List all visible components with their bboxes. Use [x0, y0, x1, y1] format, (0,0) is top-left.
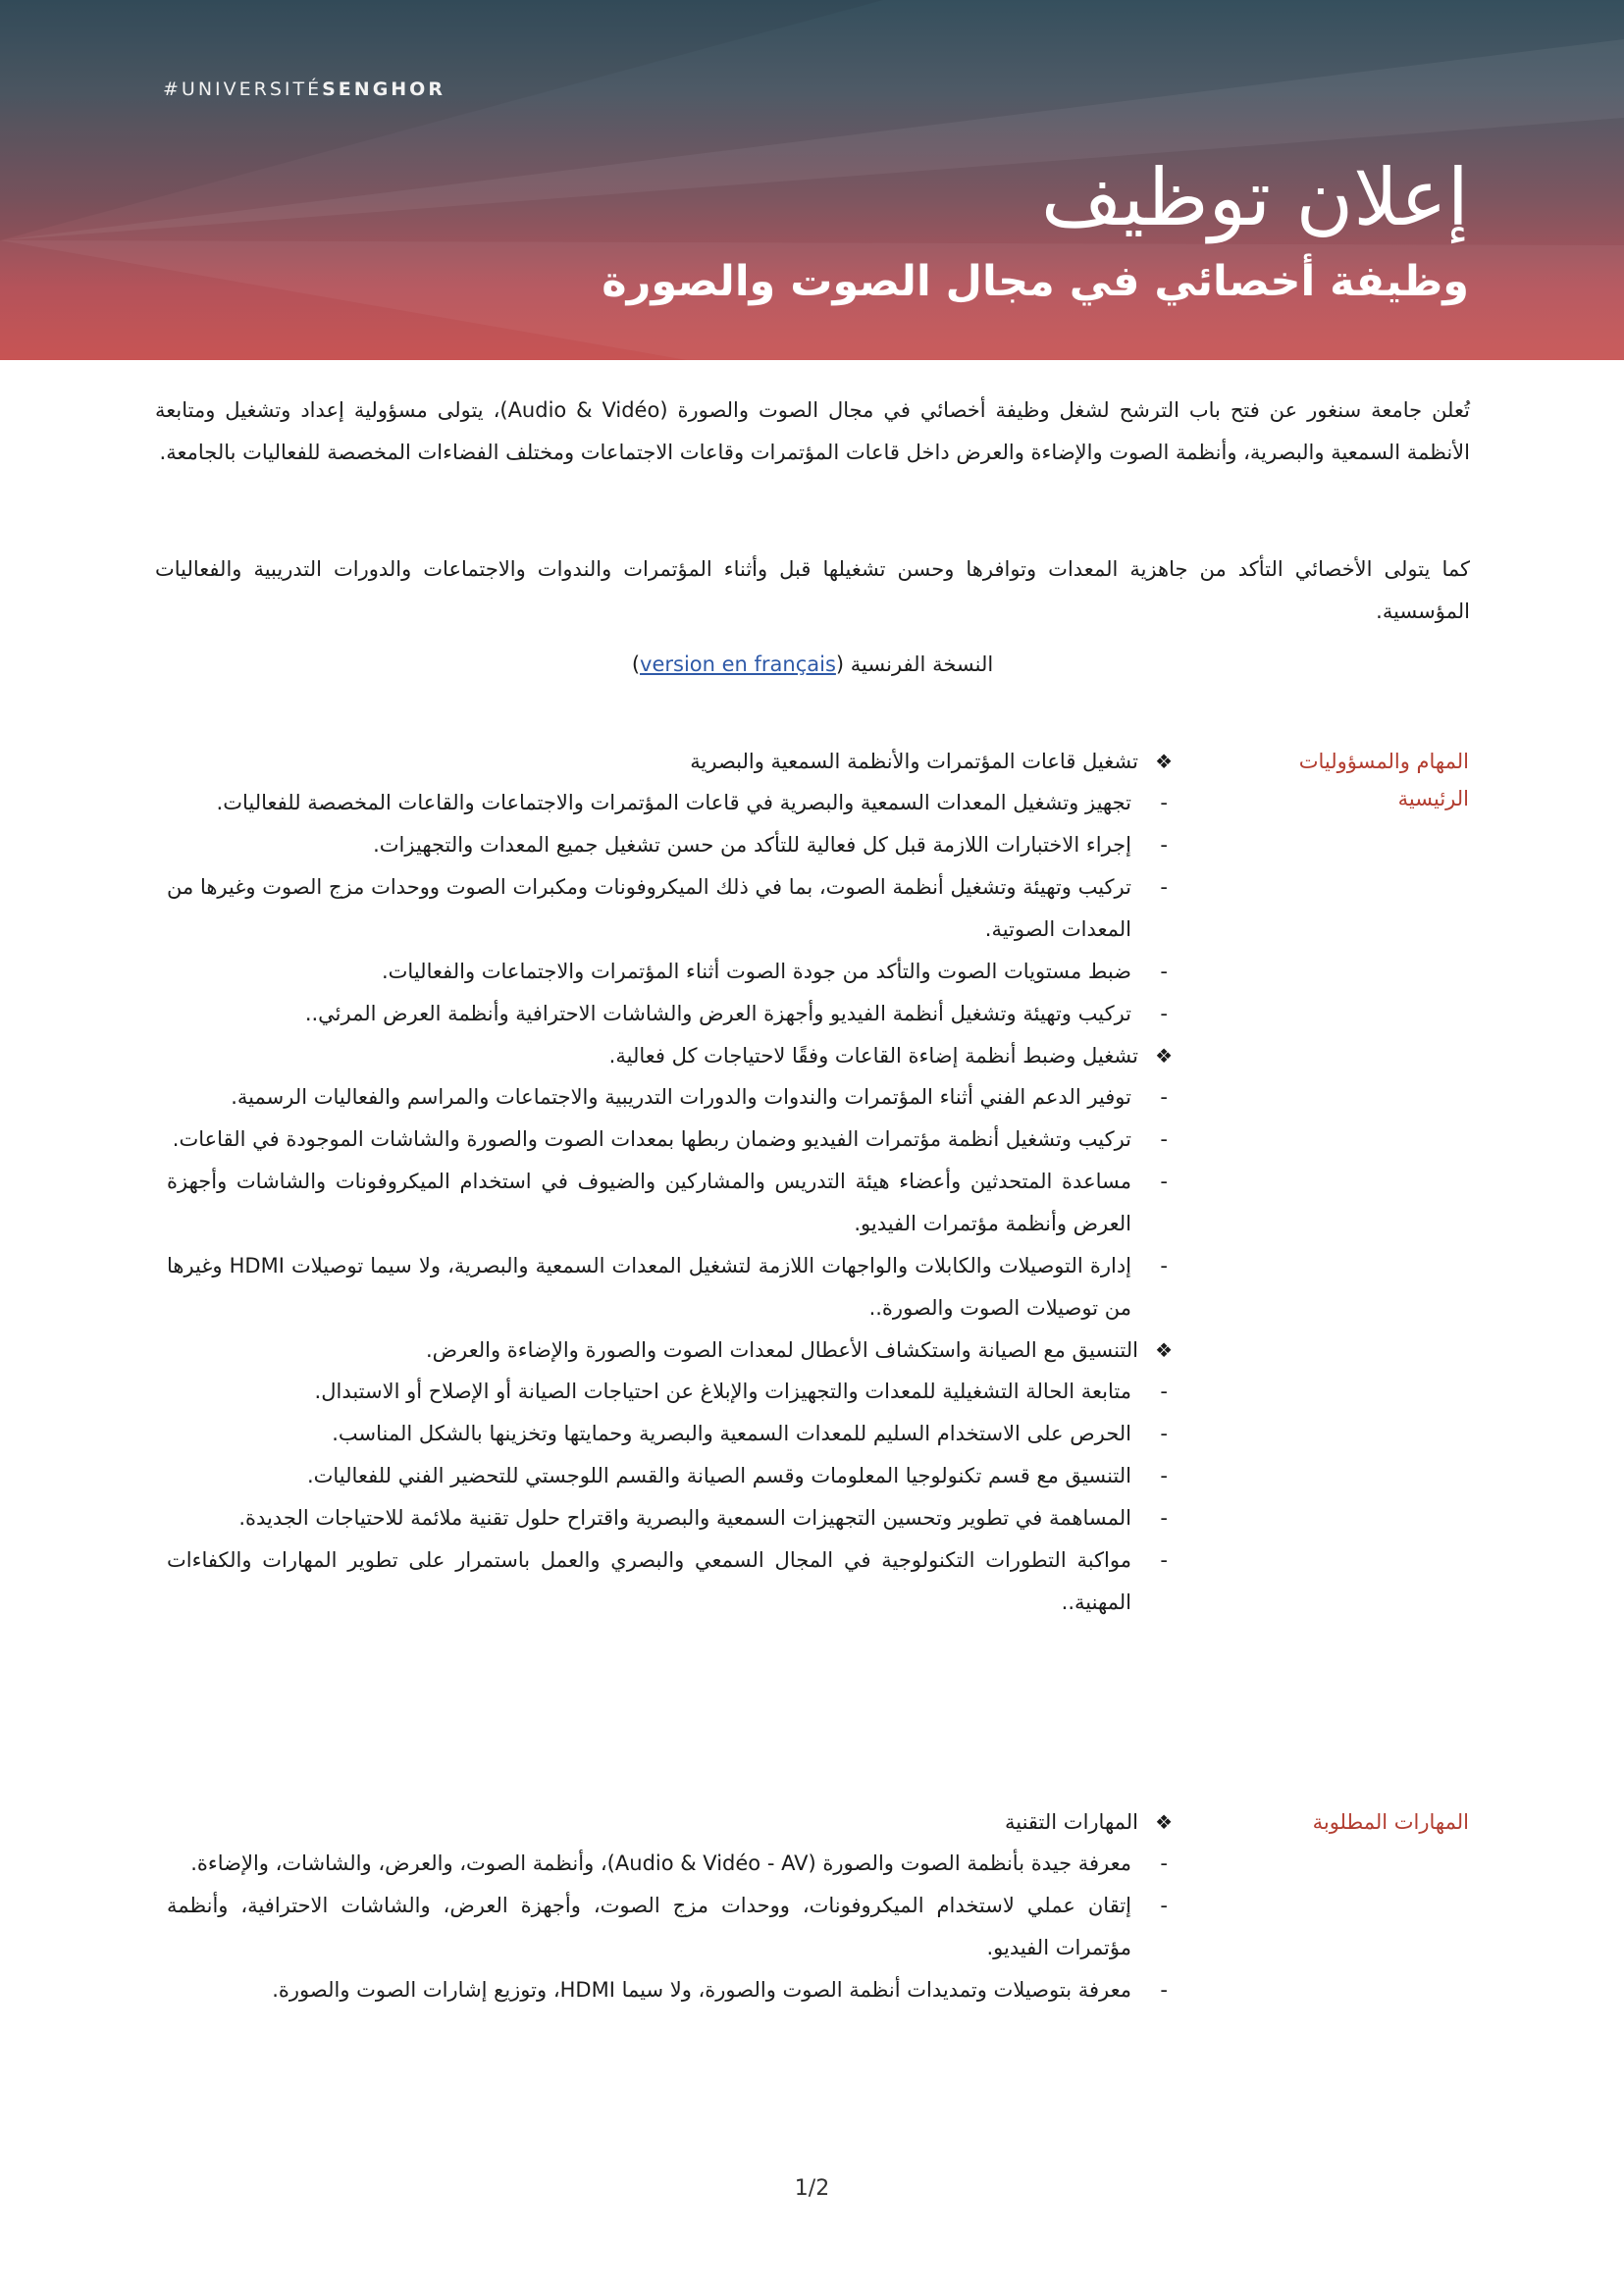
list-item [167, 1119, 1173, 1161]
diamond-bullet-icon: ❖ [1155, 1338, 1173, 1362]
group-title [167, 1035, 1173, 1076]
dash-bullet-icon: - [1160, 1380, 1168, 1403]
list-item-text: إجراء الاختبارات اللازمة قبل كل فعالية للتأكد من حسن تشغيل جميع المعدات والتجهيزات. [373, 833, 1131, 857]
item-list [167, 1843, 1173, 2011]
group-title-text: تشغيل وضبط أنظمة إضاءة القاعات وفقًا لاحتياجات كل فعالية. [608, 1044, 1138, 1068]
task-group [167, 741, 1173, 1035]
list-item-text: إدارة التوصيلات والكابلات والواجهات اللازمة لتشغيل المعدات السمعية والبصرية، ولا سيما توصيلات HDMI وغيرها من توصيلات الصوت والصورة.. [167, 1254, 1131, 1320]
section-label-tasks: المهام والمسؤوليات الرئيسية [1298, 750, 1469, 810]
section-label-skills: المهارات المطلوبة [1312, 1810, 1469, 1834]
french-version-suffix: ) [631, 652, 641, 676]
intro-paragraph-2: كما يتولى الأخصائي التأكد من جاهزية المعدات وتوافرها وحسن تشغيلها قبل وأثناء المؤتمرات والندوات والاجتماعات والدورات التدريبية والفعاليات المؤسسية. [155, 557, 1470, 623]
list-item-text: تركيب وتهيئة وتشغيل أنظمة الصوت، بما في ذلك الميكروفونات ومكبرات الصوت ووحدات مزج الصوت وغيرها من المعدات الصوتية. [167, 875, 1131, 941]
dash-bullet-icon: - [1160, 1085, 1168, 1109]
list-item-text: التنسيق مع قسم تكنولوجيا المعلومات وقسم الصيانة والقسم اللوجستي للتحضير الفني للفعاليات. [306, 1464, 1131, 1487]
list-item-text: المساهمة في تطوير وتحسين التجهيزات السمعية والبصرية واقتراح حلول تقنية ملائمة للاحتياجات الجديدة. [238, 1506, 1131, 1530]
group-title-text: تشغيل قاعات المؤتمرات والأنظمة السمعية والبصرية [690, 750, 1138, 773]
list-item-text: إتقان عملي لاستخدام الميكروفونات، ووحدات مزج الصوت، وأجهزة العرض، والشاشات الاحترافية، وأنظمة مؤتمرات الفيديو. [167, 1894, 1131, 1959]
tasks-section [167, 741, 1173, 1624]
dash-bullet-icon: - [1160, 1851, 1168, 1875]
group-title [167, 741, 1173, 782]
list-item-text: تركيب وتهيئة وتشغيل أنظمة الفيديو وأجهزة العرض والشاشات الاحترافية وأنظمة العرض المرئي.. [304, 1002, 1131, 1025]
item-list [167, 1076, 1173, 1329]
dash-bullet-icon: - [1160, 1254, 1168, 1277]
list-item [167, 824, 1173, 866]
group-title-text: التنسيق مع الصيانة واستكشاف الأعطال لمعدات الصوت والصورة والإضاءة والعرض. [425, 1338, 1138, 1362]
list-item-text: معرفة جيدة بأنظمة الصوت والصورة (Audio & Vidéo - AV)، وأنظمة الصوت، والعرض، والشاشات، والإضاءة. [190, 1851, 1131, 1875]
dash-bullet-icon: - [1160, 791, 1168, 814]
page-title: إعلان توظيف [1040, 152, 1469, 243]
page-number: 1/2 [794, 2176, 830, 2201]
dash-bullet-icon: - [1160, 1127, 1168, 1151]
list-item [167, 782, 1173, 824]
dash-bullet-icon: - [1160, 1422, 1168, 1445]
dash-bullet-icon: - [1160, 960, 1168, 983]
dash-bullet-icon: - [1160, 833, 1168, 857]
list-item [167, 1161, 1173, 1245]
list-item-text: ضبط مستويات الصوت والتأكد من جودة الصوت أثناء المؤتمرات والاجتماعات والفعاليات. [381, 960, 1131, 983]
list-item [167, 866, 1173, 951]
list-item [167, 1076, 1173, 1119]
list-item [167, 1497, 1173, 1539]
group-title [167, 1329, 1173, 1371]
intro-paragraph-1: تُعلن جامعة سنغور عن فتح باب الترشح لشغل وظيفة أخصائي في مجال الصوت والصورة (Audio & Vidéo)، يتولى مسؤولية إعداد وتشغيل ومتابعة الأنظمة السمعية والبصرية، وأنظمة الصوت والإضاءة والعرض داخل قاعات المؤتمرات وقاعات الاجتماعات ومختلف الفضاءات المخصصة للفعاليات بالجامعة. [155, 398, 1470, 464]
list-item-text: مساعدة المتحدثين وأعضاء هيئة التدريس والمشاركين والضيوف في استخدام الميكروفونات والشاشات وأجهزة العرض وأنظمة مؤتمرات الفيديو. [167, 1170, 1131, 1235]
dash-bullet-icon: - [1160, 1894, 1168, 1917]
dash-bullet-icon: - [1160, 875, 1168, 899]
list-item-text: تجهيز وتشغيل المعدات السمعية والبصرية في قاعات المؤتمرات والاجتماعات والقاعات المخصصة للفعاليات. [216, 791, 1131, 814]
list-item-text: مواكبة التطورات التكنولوجية في المجال السمعي والبصري والعمل باستمرار على تطوير المهارات والكفاءات المهنية.. [167, 1548, 1131, 1614]
dash-bullet-icon: - [1160, 1548, 1168, 1572]
french-version-line [155, 645, 1470, 684]
group-title [167, 1801, 1173, 1843]
list-item [167, 1245, 1173, 1329]
item-list [167, 782, 1173, 1035]
dash-bullet-icon: - [1160, 1506, 1168, 1530]
list-item [167, 1843, 1173, 1885]
dash-bullet-icon: - [1160, 1002, 1168, 1025]
dash-bullet-icon: - [1160, 1978, 1168, 2002]
list-item [167, 1413, 1173, 1455]
task-group [167, 1329, 1173, 1624]
skills-section [167, 1801, 1173, 2011]
diamond-bullet-icon: ❖ [1155, 750, 1173, 773]
dash-bullet-icon: - [1160, 1464, 1168, 1487]
header-banner [0, 0, 1624, 360]
brand-bold: SENGHOR [322, 78, 445, 100]
french-version-prefix: النسخة الفرنسية ( [835, 652, 994, 676]
diamond-bullet-icon: ❖ [1155, 1810, 1173, 1834]
task-group [167, 1801, 1173, 2011]
task-group [167, 1035, 1173, 1329]
list-item [167, 1885, 1173, 1969]
list-item [167, 1969, 1173, 2011]
list-item [167, 1371, 1173, 1413]
list-item [167, 993, 1173, 1035]
list-item-text: معرفة بتوصيلات وتمديدات أنظمة الصوت والصورة، ولا سيما HDMI، وتوزيع إشارات الصوت والصورة. [272, 1978, 1131, 2002]
list-item [167, 1539, 1173, 1624]
list-item-text: الحرص على الاستخدام السليم للمعدات السمعية والبصرية وحمايتها وتخزينها بالشكل المناسب. [332, 1422, 1131, 1445]
page-subtitle: وظيفة أخصائي في مجال الصوت والصورة [602, 257, 1469, 306]
diamond-bullet-icon: ❖ [1155, 1044, 1173, 1068]
dash-bullet-icon: - [1160, 1170, 1168, 1193]
group-title-text: المهارات التقنية [1005, 1810, 1138, 1834]
brand-hashtag [163, 78, 445, 100]
brand-prefix: #UNIVERSITÉ [163, 78, 323, 100]
list-item-text: تركيب وتشغيل أنظمة مؤتمرات الفيديو وضمان ربطها بمعدات الصوت والصورة والشاشات الموجودة في القاعات. [172, 1127, 1131, 1151]
list-item-text: متابعة الحالة التشغيلية للمعدات والتجهيزات والإبلاغ عن احتياجات الصيانة أو الإصلاح أو الاستبدال. [314, 1380, 1131, 1403]
list-item-text: توفير الدعم الفني أثناء المؤتمرات والندوات والدورات التدريبية والاجتماعات والمراسم والفعاليات الرسمية. [231, 1085, 1131, 1109]
french-version-link[interactable]: version en français [640, 652, 836, 676]
item-list [167, 1371, 1173, 1624]
list-item [167, 951, 1173, 993]
list-item [167, 1455, 1173, 1497]
